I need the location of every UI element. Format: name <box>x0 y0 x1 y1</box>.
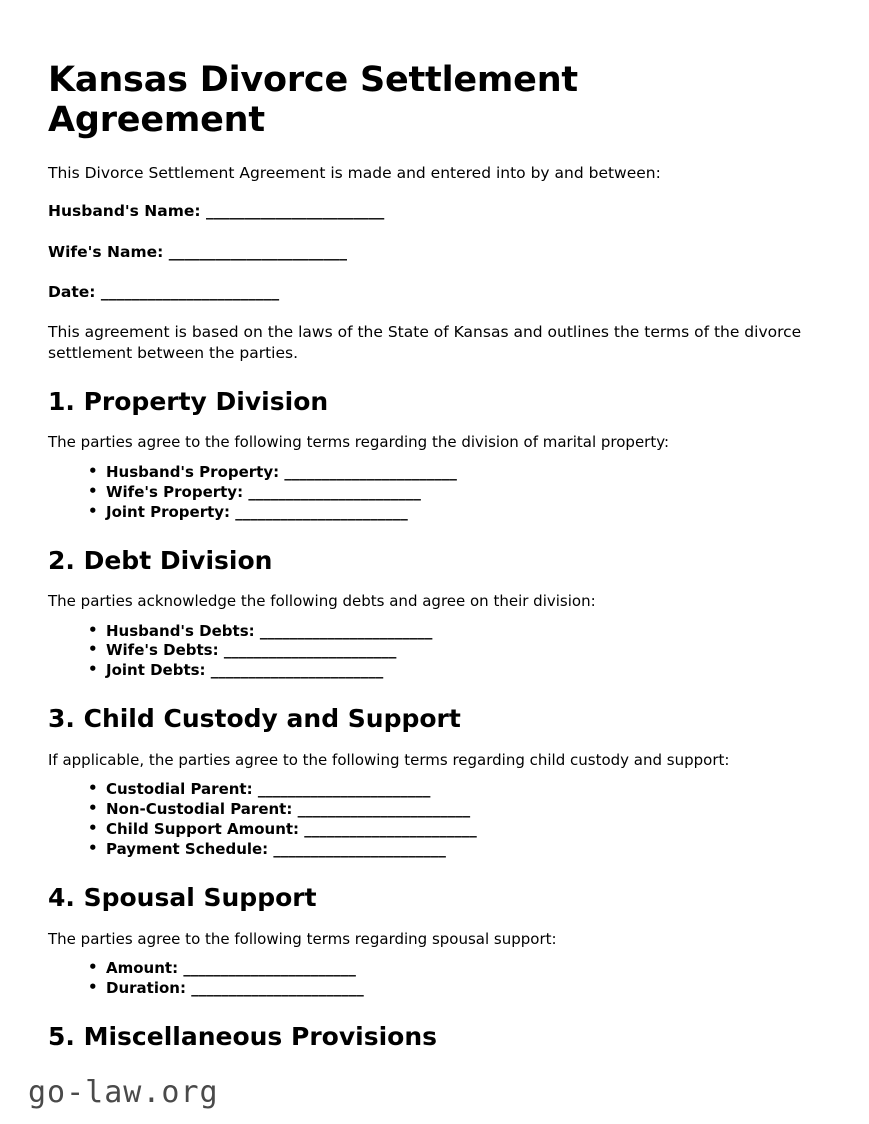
section-heading: 2. Debt Division <box>48 545 273 575</box>
item-label: Joint Property: <box>106 502 231 521</box>
item-blank[interactable]: _______________________ <box>210 661 384 680</box>
item-blank[interactable]: _______________________ <box>304 820 477 839</box>
list-item <box>88 840 803 860</box>
section-item-list <box>48 463 803 523</box>
item-label: Joint Debts: <box>106 661 206 680</box>
section-item-list <box>48 780 803 860</box>
section-child-custody-and-support <box>48 705 803 860</box>
list-item <box>88 979 803 999</box>
list-item <box>88 641 803 661</box>
section-item-list <box>48 959 803 999</box>
section-intro: The parties acknowledge the following debts and agree on their division: <box>48 592 596 611</box>
section-heading: 3. Child Custody and Support <box>48 704 461 734</box>
party-field-wife-name <box>48 242 803 262</box>
item-label: Wife's Property: <box>106 482 244 501</box>
party-blank[interactable]: _______________________ <box>168 242 347 261</box>
item-label: Amount: <box>106 959 179 978</box>
item-blank[interactable]: _______________________ <box>248 482 421 501</box>
item-blank[interactable]: _______________________ <box>284 462 457 481</box>
list-item <box>88 800 803 820</box>
section-heading: 4. Spousal Support <box>48 883 317 913</box>
party-field-date <box>48 282 803 302</box>
item-blank[interactable]: _______________________ <box>191 979 364 997</box>
section-spousal-support <box>48 884 803 999</box>
item-label: Custodial Parent: <box>106 780 253 799</box>
list-item <box>88 780 803 800</box>
list-item <box>88 622 803 642</box>
section-property-division <box>48 388 803 523</box>
list-item <box>88 503 803 523</box>
party-blank[interactable]: _______________________ <box>205 202 385 221</box>
section-intro: The parties agree to the following terms regarding spousal support: <box>48 929 557 948</box>
party-label: Husband's Name: <box>48 202 201 221</box>
item-blank[interactable]: _______________________ <box>235 502 408 521</box>
item-label: Wife's Debts: <box>106 641 219 660</box>
section-item-list <box>48 622 803 682</box>
section-intro: If applicable, the parties agree to the following terms regarding child custody and support: <box>48 751 730 770</box>
party-blank[interactable]: _______________________ <box>100 282 280 301</box>
section-debt-division <box>48 547 803 682</box>
party-field-husband-name <box>48 201 803 221</box>
list-item <box>88 483 803 503</box>
item-blank[interactable]: _______________________ <box>183 959 356 978</box>
list-item <box>88 661 803 681</box>
item-label: Payment Schedule: <box>106 840 269 859</box>
party-label: Wife's Name: <box>48 242 164 261</box>
list-item <box>88 820 803 840</box>
item-label: Husband's Debts: <box>106 621 255 640</box>
section-miscellaneous-provisions <box>48 1023 803 1052</box>
item-blank[interactable]: _______________________ <box>273 840 446 859</box>
list-item <box>88 463 803 483</box>
item-blank[interactable]: _______________________ <box>223 641 397 660</box>
party-label: Date: <box>48 282 96 301</box>
section-intro: The parties agree to the following terms regarding the division of marital property: <box>48 433 670 452</box>
item-label: Child Support Amount: <box>106 820 300 839</box>
list-item <box>88 959 803 979</box>
item-blank[interactable]: _______________________ <box>259 621 433 640</box>
section-heading: 1. Property Division <box>48 386 329 416</box>
section-heading: 5. Miscellaneous Provisions <box>48 1021 438 1051</box>
item-label: Duration: <box>106 979 186 997</box>
page-title: Kansas Divorce Settlement Agreement <box>48 60 578 141</box>
item-blank[interactable]: _______________________ <box>257 780 431 799</box>
document-intro: This Divorce Settlement Agreement is made and entered into by and between: <box>48 163 661 182</box>
watermark: go-law.org <box>28 1075 219 1110</box>
item-blank[interactable]: _______________________ <box>297 800 471 819</box>
item-label: Husband's Property: <box>106 462 280 481</box>
item-label: Non-Custodial Parent: <box>106 800 293 819</box>
document-lead-paragraph: This agreement is based on the laws of the State of Kansas and outlines the terms of the divorce settlement between the parties. <box>48 322 802 362</box>
